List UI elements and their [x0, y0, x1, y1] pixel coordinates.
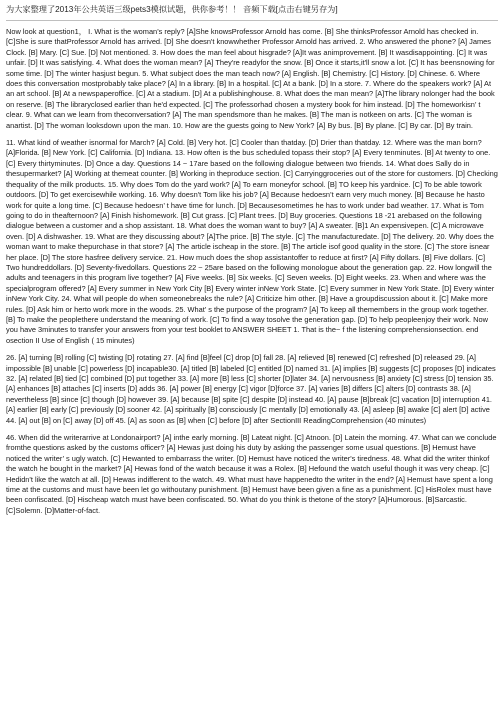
- use-of-english-26-45: 26. [A] turning [B] rolling [C] twisting [D] rotating 27. [A] find [B]feel [C] drop [D] fall 28. [A] relieved [B] renewed [C] refreshed [D] released 29. [A] impossible [B] unable [C] powerless [D] incapable30. [A] titled [B] labeled [C] entitled [D] named 31. [A] implies [B] suggests [C] proposes [D] indicates 32. [A] related [B] tied [C] combined [D] put together 33. [A] more [B] less [C] shorter [D]later 34. [A] nervousness [B] anxiety [C] stress [D] tension 35. [A] enhances [B] attaches [C] inserts [D] adds 36. [A] power [B] energy [C] vigor [D]force 37. [A] varies [B] differs [C] alters [D] contrasts 38. [A] nevertheless [B] since [C] though [D] however 39. [A] because [B] spite [C] despite [D] instead 40. [A] pause [B]break [C] vacation [D] interruption 41. [A] earlier [B] early [C] previously [D] sooner 42. [A] spiritually [B] consciously [C mentally [D] emotionally 43. [A] asleep [B] awake [C] alert [D] active 44. [A] out [B] on [C] away [D] off 45. [A] as soon as [B] when [C] before [D] after SectionIII ReadingComprehension (40 minutes): [6, 353, 496, 425]
- page-header: [6, 4, 498, 21]
- listening-questions-11-25: 11. What kind of weather isnormal for March? [A] Cold. [B] Very hot. [C] Cooler than thatday. [D] Drier than thatday. 12. Where was the man born? [A]Florida. [B] New York. [C] California. [D] Indiana. 13. How often is the bus scheduled topass their stop? [A] Every tenminutes. [B] At twenty to one. [C] Every thirtyminutes. [D] Once a day. Questions 14 ~ 17are based on the following dialogue between two friends. 14. What does Sally do in thesupermarket? [A] Working at themeat counter. [B] Working in theproduce section. [C] Carryinggroceries out of the store for customers. [D] Checking thequality of the milk products. 15. Why does Tom do the yard work? [A] To earn moneyfor school. [B] TO keep his yardnice. [C] To be able towork outdoors. [D] To get exercisewhile working. 16. Why doesn't Tom like his job? [A] Because hedoesn’t earn very much money. [B] Because he hasto work for quite a long time. [C] Because hedoesn’ t have time for lunch. [D] Becausesometimes he has to work under bad weather. 17. What is Tom going to do in theafternoon? [A] Finish hishomework. [B] Cut grass. [C] Plant trees. [D] Buy groceries. Questions 18 -21 arebased on the following dialogue between a customer and a shop assistant. 18. What does the woman want to buy? [A] A sweater. [B]1 An expensivepen. [C] A microwave oven. [D] A dishwasher. 19. What are they discussing about? [A]The price. [B] The style. [C] The manufacturedate. [D] The delivery. 20. Why does the woman want to make thepurchase in that store? [A] The article ischeap in the store. [B] The article isof good quality in the store. [C] The store isnear her place. [D] The store hasfree delivery service. 21. How much does the shop assistantoffer to reduce at first? [A] Fifty dollars. [B] Five dollars. [C] Two hundreddollars. [D] Seventy-fivedollars. Questions 22 ~ 25are based on the following monologue about the generation gap. 22. How longwill the adults and teenagers in this program live together? [A] Five weeks. [B] Six weeks. [C] Seven weeks. [D] Eight weeks. 23. When and where was the specialprogram offered? [A] Every summer in New York City [B] Every winter inNew York State. [C] Every summer in New York State. [D] Every winter inNew York City. 24. What will people do when someonebreaks the rule? [A] Criticize him other. [B] Have a groupdiscussion about it. [C] Make more rules. [D] Ask him or herto work more in the woods. 25. What’ s the purpose of the program? [A] To keep all themembers in the group work together. [B] To make the peoplethere understand the meaning of work. [C] To find a way tosolve the generation gap. [D] To help peopleenjoy their work. Now you have 3minutes to transfer your answers from your test booklet to ANSWER SHEET 1. That is the~ f the listening comprehensionsection. end osection II Use of English ( 15 minutes): [6, 138, 498, 345]
- header-title: 为大家整理了2013年公共英语三级pets3模拟试题，供你参考！！: [6, 5, 241, 14]
- audio-download-link[interactable]: 音频下载[点击右键另存为]: [243, 5, 338, 14]
- reading-questions-46-50: 46. When did the writerarrive at Londonairport? [A] inthe early morning. [B] Lateat night. [C] Atnoon. [D] Latein the morning. 47. What can we conclude fromthe questions asked by the customs officer? [A] Hewas just doing his duty by asking the passenger some usual questions. [B] Hemust have noticed the writer’ s ugly watch. [C] Hewanted to embarrass the writer. [D] Hemust have noticed the writer's tiredness. 48. What did the writer thinkof the watch he bought in the market? [A] Hewas fond of the watch because it was a Rolex. [B] Hefound the watch useful though it was very cheap. [C] Hedidn't like the watch at all. [D] Hewas indifferent to the watch. 49. What must have happenedto the writer in the end? [A] Hemust have spent a long time at the customs and must have been let go withoutany punishment. [B] Hemust have been given a fine as a punishment. [C] HisRolex must have been confiscated. [D] Hischeap watch must have been confiscated. 50. What do you think is thetone of the story? [A]Humorous. [B]Sarcastic. [C]Solemn. [D]Matter-of-fact.: [6, 433, 497, 515]
- listening-questions-1-10: Now look at question1， I. What is the woman’s reply? [A]She knowsProfessor Arnold has come. [B] She thinksProfessor Arnold has checked in. [C]She is sure thatProfessor Arnold has arrived. [D] She doesn't knowwhether Professor Arnold has arrived. 2. Who answered the phone? [A] James Clock. [B] Mary. [C] Sue. [D] Not mentioned. 3. How does the man feel about hisgrade? [A]It was animprovement. [B] It wasdisappointing. [C] It was unfair. [D] It was satisfying. 4. What does the woman mean? [A] They're readyfor the snow. [B] Once it starts,it'll snow a lot. [C] It has beensnowing for some time. [D] The winter hasjust begun. 5. What subject does the man teach now? [A] English. [B] Chemistry. [C] History. [D] Chinese. 6. Where does this conversation mostprobably take place? [A] In a library. [B] In a hospital. [C] At a bank. [D] In a store. 7. Where do the speakers work? [A] At an art school. [B] At a newspaperoffice. [C] At a stadium. [D] At a publishinghouse. 8. What does the man mean? [A]The library nolonger had the book on reserve. [B] The libraryclosed earlier than he'd expected. [C] The professorhad chosen a mystery book for him instead. [D] The homeworkisn’ t clear. 9. What can we learn from theconversation? [A] The man spendsmore than he makes. [B] The man is notkeen on arts. [C] The woman is anartist. [D] The woman looksdown upon the man. 10. How are the guests going to New York? [A] By bus. [B] By plane. [C] By car. [D] By train.: [6, 27, 495, 130]
